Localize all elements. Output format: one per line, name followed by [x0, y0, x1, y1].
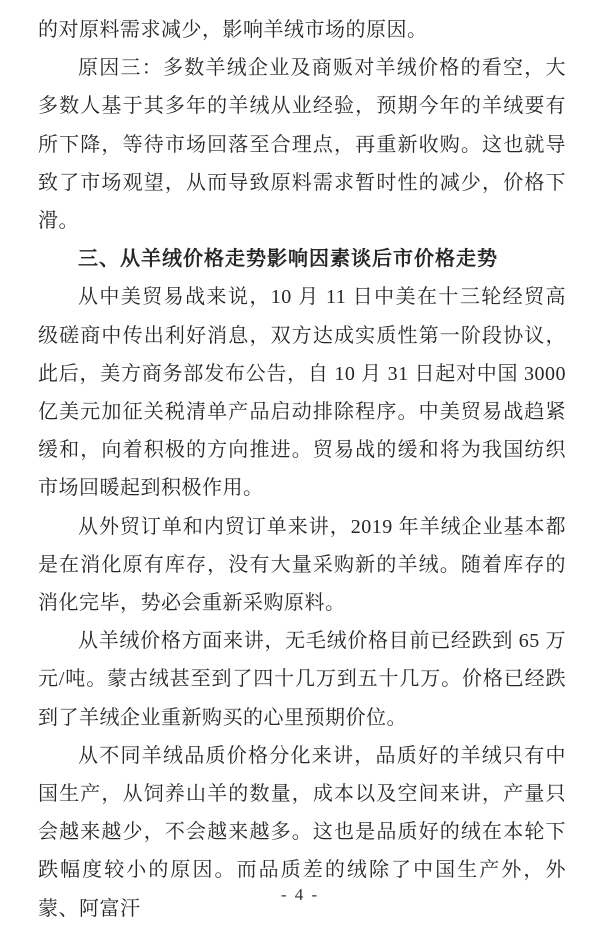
paragraph-reason-three: 原因三：多数羊绒企业及商贩对羊绒价格的看空，大多数人基于其多年的羊绒从业经验，预期今年的羊绒要有所下降，等待市场回落至合理点，再重新收购。这也就导致了市场观望，从而导致原料需求暂时性的减少，价格下滑。 — [38, 57, 566, 233]
paragraph-orders: 从外贸订单和内贸订单来讲，2019 年羊绒企业基本都是在消化原有库存，没有大量采购新的羊绒。随着库存的消化完毕，势必会重新采购原料。 — [38, 515, 566, 615]
paragraph-continuation: 的对原料需求减少，影响羊绒市场的原因。 — [38, 19, 428, 41]
paragraph-trade-war: 从中美贸易战来说，10 月 11 日中美在十三轮经贸高级磋商中传出利好消息，双方达成实质性第一阶段协议，此后，美方商务部发布公告，自 10 月 31 日起对中国 3000 亿美元加征关税清单产品启动排除程序。中美贸易战趋紧缓和，向着积极的方向推进。贸易战的缓和将为我国纺织市场回暖起到积极作用。 — [38, 286, 566, 500]
document-body — [38, 11, 566, 928]
paragraph-quality: 从不同羊绒品质价格分化来讲，品质好的羊绒只有中国生产，从饲养山羊的数量，成本以及空间来讲，产量只会越来越少，不会越来越多。这也是品质好的绒在本轮下跌幅度较小的原因。而品质差的绒除了中国生产外，外蒙、阿富汗 — [38, 744, 566, 920]
paragraph-price: 从羊绒价格方面来讲，无毛绒价格目前已经跌到 65 万元/吨。蒙古绒甚至到了四十几万到五十几万。价格已经跌到了羊绒企业重新购买的心里预期价位。 — [38, 630, 566, 729]
section-heading: 三、从羊绒价格走势影响因素谈后市价格走势 — [78, 248, 498, 271]
page-number: - 4 - — [280, 885, 320, 904]
